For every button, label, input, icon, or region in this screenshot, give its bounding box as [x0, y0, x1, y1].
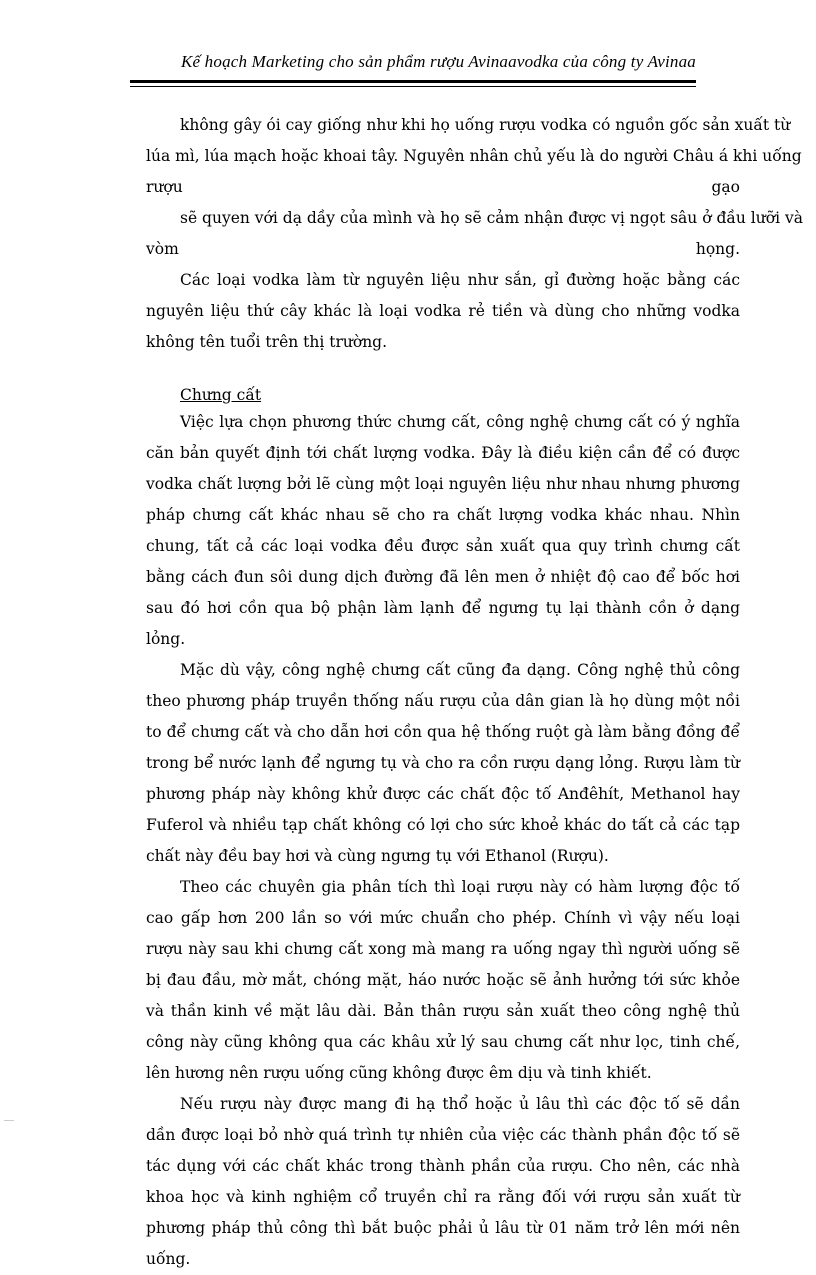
section-heading: Chưng cất [180, 386, 262, 404]
section-paragraphs [146, 407, 740, 1275]
intro-paragraph-2 [146, 265, 740, 358]
section-paragraph-2: Mặc dù vậy, công nghệ chưng cất cũng đa dạng. Công nghệ thủ công theo phương pháp truyền thống nấu rượu của dân gian là họ dùng một nồi to để chưng cất và cho dẫn hơi cồn qua hệ thống ruột gà làm bằng đồng để trong bể nước lạnh để ngưng tụ và cho ra cồn rượu dạng lỏng. Rượu làm từ phương pháp này không khử được các chất độc tố Anđêhít, Methanol hay Fuferol và nhiều tạp chất không có lợi cho sức khoẻ khác do tất cả các tạp chất này đều bay hơi và cùng ngưng tụ với Ethanol (Rượu). [146, 661, 740, 865]
document-body [146, 110, 803, 1275]
intro-line-1: không gây ói cay giống như khi họ uống rượu vodka có nguồn gốc sản xuất từ [180, 116, 791, 134]
intro-line-5-left: vòm [146, 240, 179, 258]
intro-line-4: sẽ quyen với dạ dầy của mình và họ sẽ cảm nhận được vị ngọt sâu ở đầu lưỡi và [180, 209, 803, 227]
paragraph-text: Các loại vodka làm từ nguyên liệu như sắn, gỉ đường hoặc bằng các nguyên liệu thứ cây khác là loại vodka rẻ tiền và dùng cho những vodka không tên tuổi trên thị trường. [146, 271, 740, 351]
section-paragraph-3: Theo các chuyên gia phân tích thì loại rượu này có hàm lượng độc tố cao gấp hơn 200 lần so với mức chuẩn cho phép. Chính vì vậy nếu loại rượu này sau khi chưng cất xong mà mang ra uống ngay thì người uống sẽ bị đau đầu, mờ mắt, chóng mặt, háo nước hoặc sẽ ảnh hưởng tới sức khỏe và thần kinh về mặt lâu dài. Bản thân rượu sản xuất theo công nghệ thủ công này cũng không qua các khâu xử lý sau chưng cất như lọc, tinh chế, lên hương nên rượu uống cũng không được êm dịu và tinh khiết. [146, 878, 740, 1082]
section-paragraph-1: Việc lựa chọn phương thức chưng cất, công nghệ chưng cất có ý nghĩa căn bản quyết định tới chất lượng vodka. Đây là điều kiện cần để có được vodka chất lượng bởi lẽ cùng một loại nguyên liệu như nhau nhưng phương pháp chưng cất khác nhau sẽ cho ra chất lượng vodka khác nhau. Nhìn chung, tất cả các loại vodka đều được sản xuất qua quy trình chưng cất bằng cách đun sôi dung dịch đường đã lên men ở nhiệt độ cao để bốc hơi sau đó hơi cồn qua bộ phận làm lạnh để ngưng tụ lại thành cồn ở dạng lỏng. [146, 413, 740, 648]
section-paragraph-4: Nếu rượu này được mang đi hạ thổ hoặc ủ lâu thì các độc tố sẽ dần dần được loại bỏ nhờ quá trình tự nhiên của việc các thành phần độc tố sẽ tác dụng với các chất khác trong thành phần của rượu. Cho nên, các nhà khoa học và kinh nghiệm cổ truyền chỉ ra rằng đối với rượu sản xuất từ phương pháp thủ công thì bắt buộc phải ủ lâu từ 01 năm trở lên mới nên uống. [146, 1095, 740, 1268]
intro-line-3-left: rượu [146, 178, 183, 196]
intro-line-5-right: họng. [695, 240, 740, 258]
intro-line-2: lúa mì, lúa mạch hoặc khoai tây. Nguyên nhân chủ yếu là do người Châu á khi uống [146, 147, 802, 165]
header-rule-thin [130, 86, 696, 87]
header-rule-thick [130, 80, 696, 83]
page-header-title: Kế hoạch Marketing cho sản phẩm rượu Avinaavodka của công ty Avinaa [180, 52, 696, 71]
intro-line-5 [146, 234, 740, 265]
page-corner-mark [4, 1120, 14, 1121]
intro-line-3 [146, 172, 740, 203]
intro-line-3-right: gạo [711, 178, 740, 196]
